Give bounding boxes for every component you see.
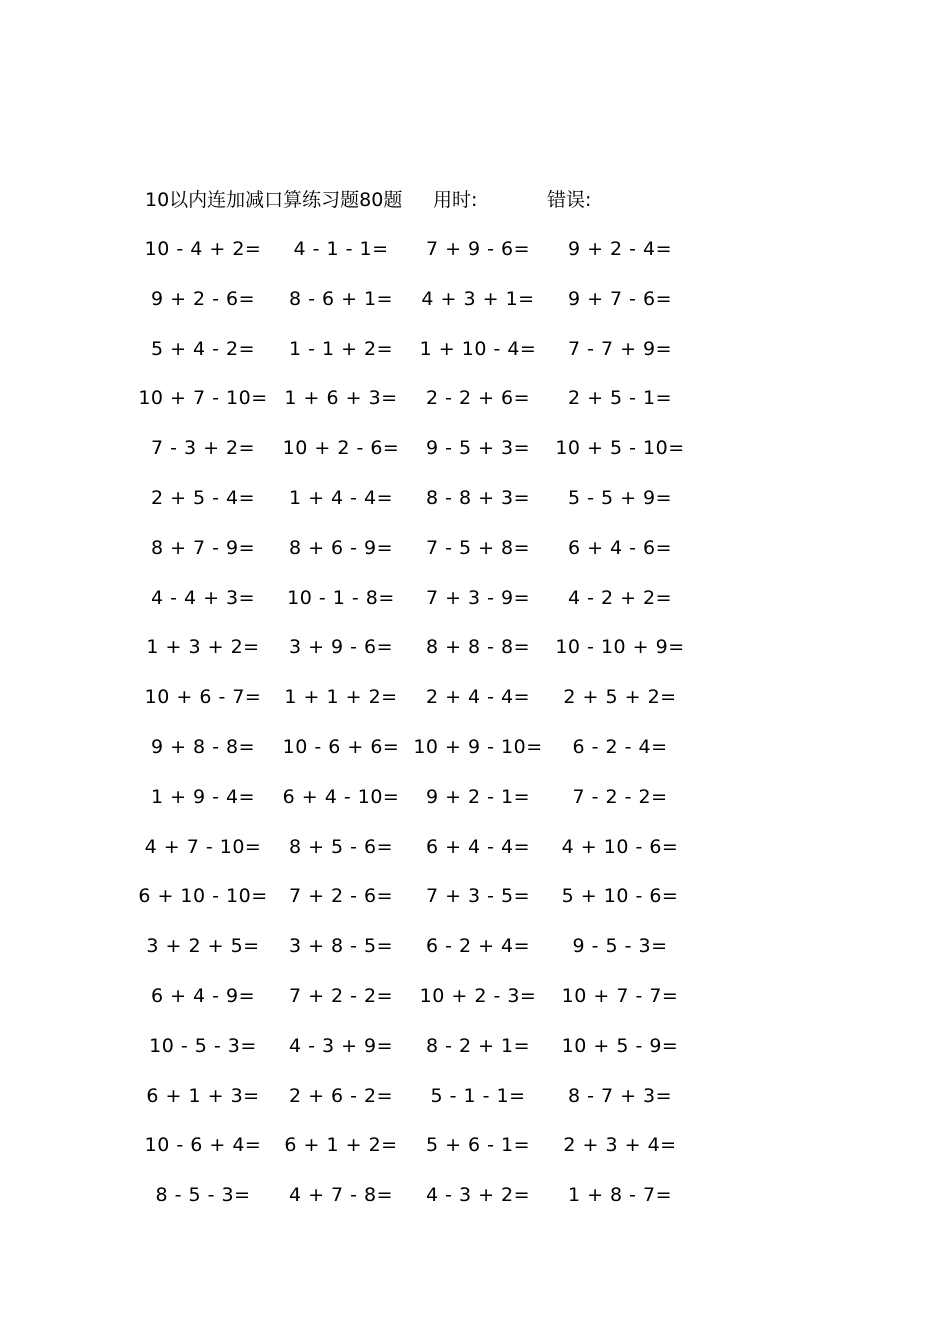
- math-problem: 7 + 3 - 5=: [425, 885, 531, 908]
- math-problem: 4 - 3 + 2=: [425, 1184, 531, 1207]
- math-problem: 8 - 8 + 3=: [425, 486, 531, 509]
- math-problem: 9 + 2 - 1=: [425, 785, 531, 808]
- math-problem: 9 - 5 - 3=: [572, 935, 668, 958]
- math-problem: 9 + 7 - 6=: [567, 287, 673, 310]
- math-problem: 10 + 6 - 7=: [144, 686, 262, 709]
- math-problem: 5 + 10 - 6=: [561, 885, 679, 908]
- math-problem: 8 + 8 - 8=: [425, 636, 531, 659]
- math-problem: 5 - 5 + 9=: [567, 486, 673, 509]
- math-problem: 7 + 3 - 9=: [425, 586, 531, 609]
- math-problem: 6 + 1 + 2=: [284, 1134, 398, 1157]
- math-problem: 10 + 7 - 7=: [561, 984, 679, 1007]
- math-problem: 6 + 10 - 10=: [138, 885, 268, 908]
- math-problem: 8 + 7 - 9=: [150, 536, 256, 559]
- math-problem: 2 + 5 + 2=: [563, 686, 677, 709]
- math-problem: 2 - 2 + 6=: [425, 387, 531, 410]
- problem-grid: [0, 234, 950, 1230]
- math-problem: 4 + 7 - 10=: [144, 835, 262, 858]
- problem-row: [0, 1130, 950, 1180]
- math-problem: 7 - 5 + 8=: [425, 536, 531, 559]
- math-problem: 7 + 2 - 2=: [288, 984, 394, 1007]
- math-problem: 5 - 1 - 1=: [430, 1084, 526, 1107]
- math-problem: 7 - 3 + 2=: [150, 437, 256, 460]
- math-problem: 1 + 1 + 2=: [284, 686, 398, 709]
- math-problem: 2 + 6 - 2=: [288, 1084, 394, 1107]
- problem-row: [0, 682, 950, 732]
- math-problem: 8 - 7 + 3=: [567, 1084, 673, 1107]
- math-problem: 7 - 7 + 9=: [567, 337, 673, 360]
- problem-row: [0, 383, 950, 433]
- problem-row: [0, 483, 950, 533]
- math-problem: 4 + 10 - 6=: [561, 835, 679, 858]
- problem-row: [0, 632, 950, 682]
- math-problem: 8 - 6 + 1=: [288, 287, 394, 310]
- math-problem: 10 + 7 - 10=: [138, 387, 268, 410]
- math-problem: 8 - 2 + 1=: [425, 1034, 531, 1057]
- problem-row: [0, 1031, 950, 1081]
- worksheet-title: 10以内连加减口算练习题80题: [145, 189, 403, 211]
- math-problem: 10 + 5 - 9=: [561, 1034, 679, 1057]
- math-problem: 7 - 2 - 2=: [572, 785, 668, 808]
- math-problem: 7 + 9 - 6=: [425, 238, 531, 260]
- math-problem: 1 - 1 + 2=: [288, 337, 394, 360]
- math-problem: 10 + 9 - 10=: [413, 735, 543, 758]
- math-problem: 4 - 1 - 1=: [293, 238, 389, 260]
- math-problem: 10 - 6 + 4=: [144, 1134, 262, 1157]
- math-problem: 4 - 2 + 2=: [567, 586, 673, 609]
- math-problem: 10 + 2 - 6=: [282, 437, 400, 460]
- math-problem: 4 - 3 + 9=: [288, 1034, 394, 1057]
- math-problem: 9 + 2 - 4=: [567, 238, 673, 260]
- problem-row: [0, 583, 950, 633]
- problem-row: [0, 334, 950, 384]
- math-problem: 9 + 2 - 6=: [150, 287, 256, 310]
- math-problem: 10 - 5 - 3=: [149, 1034, 257, 1057]
- math-problem: 1 + 4 - 4=: [288, 486, 394, 509]
- math-problem: 1 + 8 - 7=: [567, 1184, 673, 1207]
- math-problem: 4 + 3 + 1=: [421, 287, 535, 310]
- time-used-label: 用时:: [433, 189, 478, 211]
- math-problem: 6 + 4 - 10=: [282, 785, 400, 808]
- problem-row: [0, 931, 950, 981]
- math-problem: 3 + 9 - 6=: [288, 636, 394, 659]
- problem-row: [0, 284, 950, 334]
- math-problem: 4 - 4 + 3=: [150, 586, 256, 609]
- math-problem: 1 + 9 - 4=: [150, 785, 256, 808]
- math-problem: 8 + 5 - 6=: [288, 835, 394, 858]
- math-problem: 6 - 2 - 4=: [572, 735, 668, 758]
- math-problem: 3 + 2 + 5=: [146, 935, 260, 958]
- math-problem: 6 + 4 - 9=: [150, 984, 256, 1007]
- math-problem: 9 - 5 + 3=: [425, 437, 531, 460]
- math-problem: 1 + 6 + 3=: [284, 387, 398, 410]
- math-problem: 8 - 5 - 3=: [155, 1184, 251, 1207]
- math-problem: 5 + 4 - 2=: [150, 337, 256, 360]
- problem-row: [0, 732, 950, 782]
- problem-row: [0, 234, 950, 284]
- math-problem: 2 + 5 - 4=: [150, 486, 256, 509]
- math-problem: 4 + 7 - 8=: [288, 1184, 394, 1207]
- problem-row: [0, 832, 950, 882]
- math-problem: 10 - 6 + 6=: [282, 735, 400, 758]
- math-problem: 10 + 5 - 10=: [555, 437, 685, 460]
- problem-row: [0, 1180, 950, 1230]
- error-count-label: 错误:: [547, 189, 592, 211]
- math-problem: 10 - 10 + 9=: [555, 636, 685, 659]
- math-problem: 7 + 2 - 6=: [288, 885, 394, 908]
- math-problem: 6 + 4 - 6=: [567, 536, 673, 559]
- math-problem: 3 + 8 - 5=: [288, 935, 394, 958]
- math-problem: 6 + 1 + 3=: [146, 1084, 260, 1107]
- problem-row: [0, 981, 950, 1031]
- math-problem: 10 - 1 - 8=: [287, 586, 395, 609]
- math-problem: 5 + 6 - 1=: [425, 1134, 531, 1157]
- math-problem: 1 + 3 + 2=: [146, 636, 260, 659]
- problem-row: [0, 1081, 950, 1131]
- problem-row: [0, 433, 950, 483]
- math-problem: 1 + 10 - 4=: [419, 337, 537, 360]
- problem-row: [0, 881, 950, 931]
- math-problem: 8 + 6 - 9=: [288, 536, 394, 559]
- problem-row: [0, 782, 950, 832]
- math-problem: 2 + 3 + 4=: [563, 1134, 677, 1157]
- math-problem: 6 + 4 - 4=: [425, 835, 531, 858]
- problem-row: [0, 533, 950, 583]
- math-problem: 2 + 4 - 4=: [425, 686, 531, 709]
- math-problem: 10 - 4 + 2=: [144, 238, 262, 260]
- math-problem: 6 - 2 + 4=: [425, 935, 531, 958]
- math-problem: 9 + 8 - 8=: [150, 735, 256, 758]
- math-problem: 10 + 2 - 3=: [419, 984, 537, 1007]
- math-problem: 2 + 5 - 1=: [567, 387, 673, 410]
